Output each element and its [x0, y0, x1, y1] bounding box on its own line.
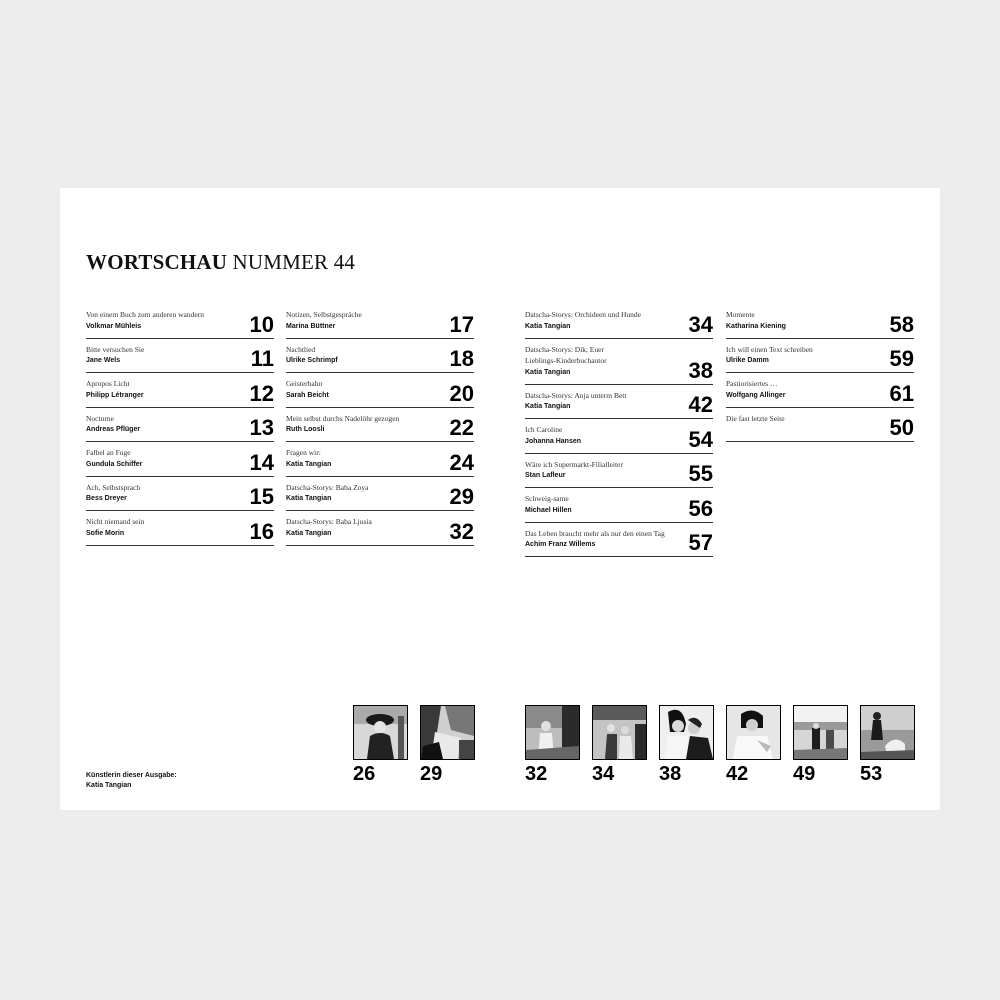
entry-title: Datscha-Storys: Anja unterm Bett [525, 390, 627, 400]
photo-thumbnail[interactable] [353, 705, 409, 784]
entry-page-number: 10 [249, 311, 274, 337]
toc-entry[interactable] [525, 523, 713, 558]
thumbnail-page-number: 42 [726, 763, 749, 785]
photo-image [793, 705, 848, 760]
entry-title: Falbel an Fuge [86, 448, 131, 457]
entry-title: Momente [726, 310, 755, 319]
photo-thumbnail[interactable] [659, 705, 715, 784]
entry-author: Ulrike Damm [726, 357, 769, 364]
toc-entry[interactable] [286, 373, 474, 408]
entry-author: Sofie Morin [86, 529, 125, 537]
toc-column-4 [726, 304, 914, 442]
toc-entry[interactable] [726, 304, 914, 339]
entry-page-number: 20 [449, 380, 474, 406]
entry-author: Stan Lafleur [525, 472, 566, 479]
thumbnail-page-number: 49 [793, 763, 816, 785]
entry-page-number: 59 [889, 346, 914, 371]
artist-credit-label: Künstlerin dieser Ausgabe: [86, 772, 177, 779]
entry-title: Ach, Selbstsprach [86, 482, 141, 492]
entry-page-number: 14 [249, 449, 274, 475]
entry-author: Wolfgang Allinger [726, 391, 786, 399]
toc-entry[interactable] [86, 477, 274, 512]
entry-page-number: 24 [449, 449, 474, 475]
entry-title: Das Leben braucht mehr als nur den einen Tag [525, 528, 665, 538]
toc-entry[interactable] [286, 339, 474, 374]
toc-entry[interactable] [86, 442, 274, 477]
entry-page-number: 29 [449, 484, 474, 509]
entry-page-number: 18 [449, 346, 474, 371]
entry-author: Bess Dreyer [86, 495, 127, 502]
entry-page-number: 15 [249, 484, 274, 509]
title-rest: NUMMER 44 [227, 250, 356, 274]
entry-page-number: 32 [449, 518, 474, 544]
photo-thumbnail[interactable] [726, 705, 782, 784]
photo-thumbnail[interactable] [420, 705, 476, 784]
entry-author: Katia Tangian [525, 403, 571, 410]
entry-title: Wäre ich Supermarkt-Filialleiter [525, 459, 623, 469]
entry-title: Datscha-Storys: Baba Zoya [286, 482, 369, 492]
entry-author: Katia Tangian [286, 529, 332, 537]
toc-entry[interactable] [286, 408, 474, 443]
entry-author: Ulrike Schrimpf [286, 357, 338, 364]
toc-entry[interactable] [525, 304, 713, 339]
entry-title: Datscha-Storys: Baba Ljusia [286, 517, 372, 526]
toc-entry[interactable] [286, 477, 474, 512]
entry-page-number: 57 [688, 530, 713, 555]
entry-page-number: 50 [889, 415, 914, 440]
entry-author: Volkmar Mühleis [86, 322, 142, 330]
entry-page-number: 58 [889, 311, 914, 337]
entry-title: Die fast letzte Seite [726, 413, 785, 423]
entry-title: Von einem Buch zum anderen wandern [86, 310, 204, 319]
entry-page-number: 56 [688, 495, 713, 521]
toc-column-1 [86, 304, 274, 546]
toc-entry[interactable] [286, 442, 474, 477]
thumbnail-page-number: 29 [420, 763, 443, 785]
toc-entry[interactable] [726, 373, 914, 408]
entry-title: Bitte versuchen Sie [86, 344, 145, 354]
entry-author: Katia Tangian [286, 495, 332, 502]
entry-title: Datscha-Storys: Dik, Euer Lieblings-Kinderbuchautor [525, 344, 607, 365]
toc-entry[interactable] [86, 511, 274, 546]
entry-title: Mein selbst durchs Nadelöhr gezogen [286, 413, 400, 423]
toc-entry[interactable] [86, 339, 274, 374]
entry-author: Katharina Kiening [726, 322, 786, 330]
magazine-page [60, 188, 940, 810]
toc-entry[interactable] [525, 488, 713, 523]
entry-page-number: 55 [688, 461, 713, 486]
artist-credit-name: Katia Tangian [86, 782, 132, 789]
entry-title: Nocturne [86, 413, 114, 423]
entry-author: Michael Hillen [525, 506, 572, 514]
entry-author: Katia Tangian [525, 322, 571, 330]
toc-entry[interactable] [286, 511, 474, 546]
entry-page-number: 13 [249, 415, 274, 440]
photo-thumbnail[interactable] [860, 705, 916, 784]
photo-image [726, 705, 781, 760]
photo-thumbnail[interactable] [592, 705, 648, 784]
entry-page-number: 38 [688, 357, 713, 383]
photo-image [420, 705, 475, 760]
entry-title: Schweig-same [525, 494, 569, 503]
entry-page-number: 11 [250, 346, 274, 371]
entry-title: Nachtlied [286, 344, 316, 354]
photo-image [592, 705, 647, 760]
entry-title: Ich will einen Text schreiben [726, 344, 813, 354]
entry-title: Geisterbahn [286, 379, 323, 388]
thumbnail-page-number: 38 [659, 763, 682, 785]
entry-author: Johanna Hansen [525, 437, 582, 445]
toc-entry[interactable] [286, 304, 474, 339]
entry-author: Ruth Loosli [286, 426, 325, 433]
toc-entry[interactable] [525, 385, 713, 420]
entry-author: Gundula Schiffer [86, 460, 143, 468]
entry-author: Andreas Pflüger [86, 426, 141, 433]
toc-entry[interactable] [525, 339, 713, 385]
toc-entry[interactable] [86, 373, 274, 408]
photo-thumbnail[interactable] [793, 705, 849, 784]
toc-entry[interactable] [525, 419, 713, 454]
photo-thumbnail[interactable] [525, 705, 581, 784]
entry-page-number: 61 [889, 380, 914, 406]
thumbnail-page-number: 26 [353, 763, 376, 785]
entry-page-number: 34 [688, 311, 713, 337]
photo-image [525, 705, 580, 760]
entry-page-number: 42 [688, 392, 713, 417]
entry-author: Philipp Létranger [86, 391, 144, 399]
entry-page-number: 12 [249, 380, 274, 406]
entry-page-number: 22 [449, 415, 474, 440]
toc-column-2 [286, 304, 474, 546]
entry-author: Marina Büttner [286, 322, 336, 330]
entry-author: Achim Franz Willems [525, 541, 596, 548]
entry-author: Jane Wels [86, 357, 121, 364]
toc-entry[interactable] [525, 454, 713, 489]
entry-title: Ich Caroline [525, 425, 563, 434]
page-title [86, 250, 355, 275]
entry-title: Notizen, Selbstgespräche [286, 310, 362, 319]
title-bold: WORTSCHAU [86, 250, 228, 274]
photo-image [860, 705, 915, 760]
toc-entry[interactable] [726, 408, 914, 443]
toc-entry[interactable] [86, 304, 274, 339]
entry-title: Pastiorisiertes … [726, 379, 778, 388]
toc-entry[interactable] [86, 408, 274, 443]
entry-author: Katia Tangian [525, 368, 571, 376]
entry-page-number: 16 [249, 518, 274, 544]
toc-entry[interactable] [726, 339, 914, 374]
entry-author: Sarah Beicht [286, 391, 329, 399]
thumbnail-page-number: 32 [525, 763, 548, 785]
artist-credit [86, 771, 177, 791]
thumbnail-page-number: 53 [860, 763, 883, 785]
entry-title: Datscha-Storys: Orchideen und Hunde [525, 310, 642, 319]
photo-image [659, 705, 714, 760]
photo-image [353, 705, 408, 760]
entry-title: Fragen wir: [286, 448, 321, 457]
toc-column-3 [525, 304, 713, 557]
entry-author: Katia Tangian [286, 460, 332, 468]
entry-title: Nicht niemand sein [86, 517, 145, 526]
thumbnail-page-number: 34 [592, 763, 615, 785]
entry-title: Apropos Licht [86, 379, 130, 388]
entry-page-number: 17 [449, 311, 474, 337]
entry-page-number: 54 [688, 426, 713, 452]
